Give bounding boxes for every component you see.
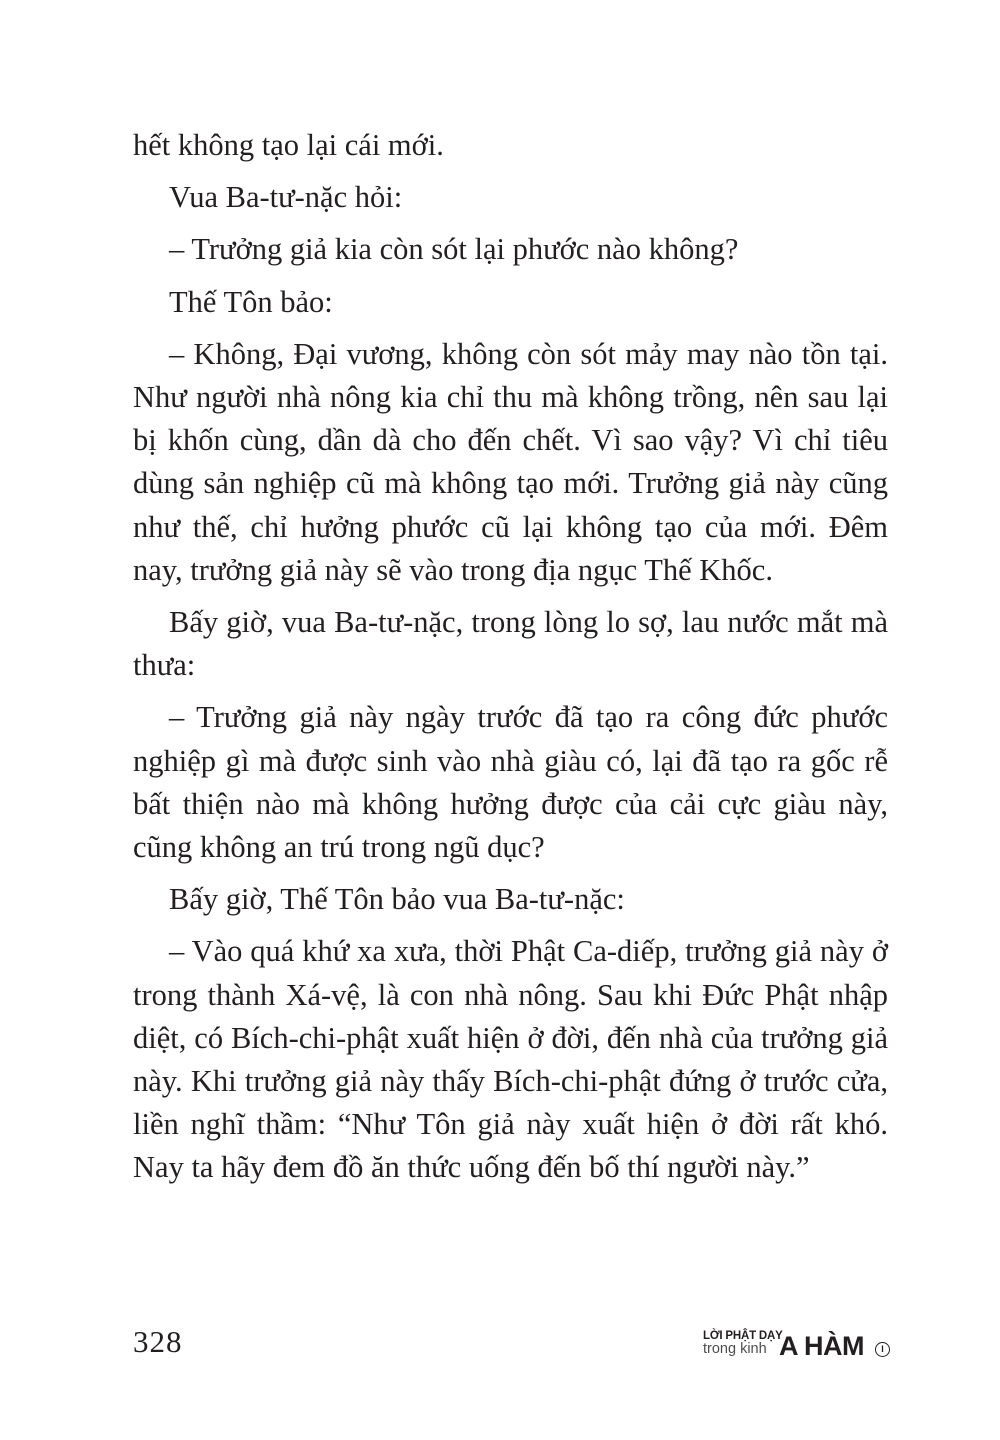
paragraph-7: – Trưởng giả này ngày trước đã tạo ra công đức phước nghiệp gì mà được sinh vào nhà giàu có, lại đã tạo ra gốc rễ bất thiện nào mà không hưởng được của cải cực giàu này, cũng không an trú trong ngũ dục? [133,700,888,865]
logo-line1: LỜI PHẬT DẠY [703,1330,783,1342]
logo-line2: trong kinh [703,1341,767,1357]
paragraph-6: Bấy giờ, vua Ba-tư-nặc, trong lòng lo sợ, lau nước mắt mà thưa: [133,605,888,683]
paragraph-5: – Không, Đại vương, không còn sót mảy may nào tồn tại. Như người nhà nông kia chỉ thu mà không trồng, nên sau lại bị khốn cùng, dần dà cho đến chết. Vì sao vậy? Vì chỉ tiêu dùng sản nghiệp cũ mà không tạo mới. Trưởng giả này cũng như thế, chỉ hưởng phước cũ lại không tạo của mới. Đêm nay, trưởng giả này sẽ vào trong địa ngục Thế Khốc. [133,336,888,587]
paragraph-1: hết không tạo lại cái mới. [133,128,444,162]
paragraph-8: Bấy giờ, Thế Tôn bảo vua Ba-tư-nặc: [169,882,625,917]
paragraph-2: Vua Ba-tư-nặc hỏi: [169,180,403,215]
paragraph-9: – Vào quá khứ xa xưa, thời Phật Ca-diếp, trưởng giả này ở trong thành Xá-vệ, là con nhà nông. Sau khi Đức Phật nhập diệt, có Bích-chi-phật xuất hiện ở đời, đến nhà của trưởng giả này. Khi trưởng giả này thấy Bích-chi-phật đứng ở trước cửa, liền nghĩ thầm: “Như Tôn giả này xuất hiện ở đời rất khó. Nay ta hãy đem đồ ăn thức uống đến bố thí người này.” [133,934,888,1185]
main-text [133,124,888,1199]
paragraph-4: Thế Tôn bảo: [169,284,333,319]
volume-badge: I [875,1342,890,1357]
page-number: 328 [133,1324,183,1359]
logo-main-title: A HÀM [779,1331,864,1361]
paragraph-3: – Trưởng giả kia còn sót lại phước nào không? [169,232,739,267]
book-logo [703,1330,893,1364]
